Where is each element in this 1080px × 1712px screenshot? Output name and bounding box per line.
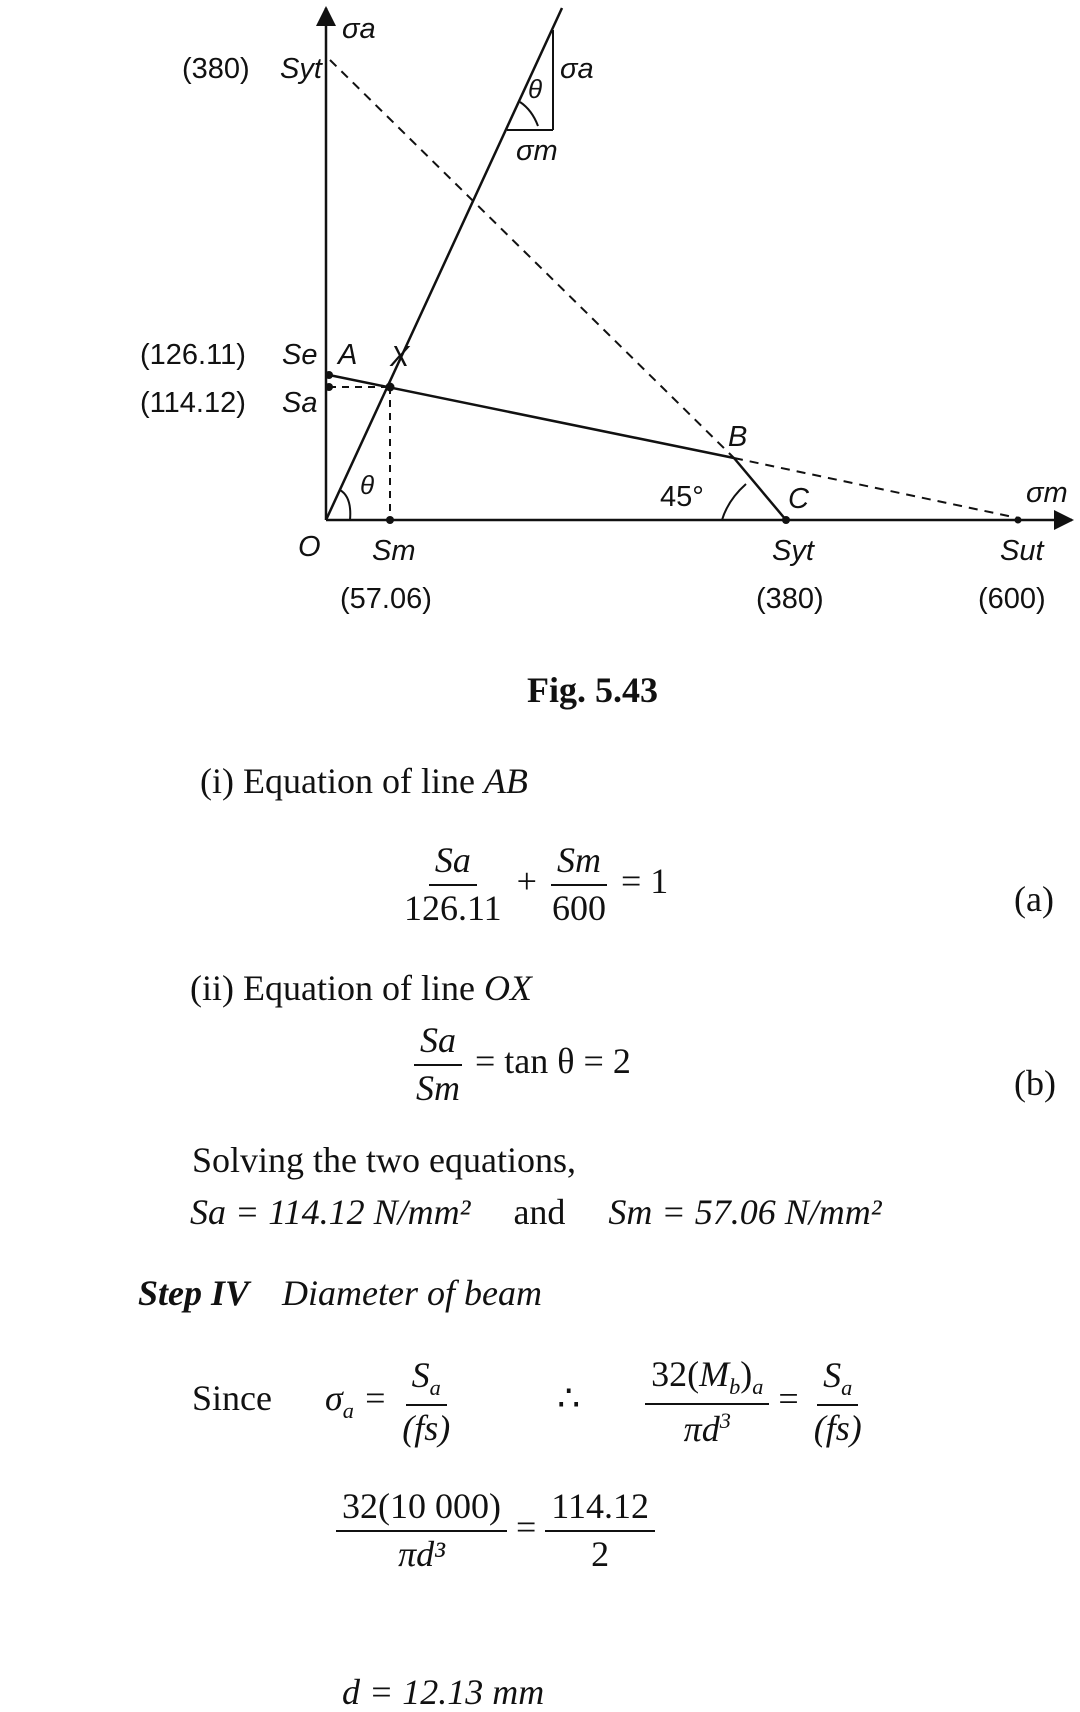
x-label-sut-value: (600) [978,583,1046,615]
eq-a-tag: (a) [1014,879,1054,919]
since-den-3: (fs) [813,1407,862,1448]
yield-line [330,60,734,458]
theta-bottom-label: θ [360,470,375,500]
theta-arc-top [520,102,538,126]
step-heading [138,1275,542,1311]
point-sut-dot [1015,517,1022,524]
figure-caption: Fig. 5.43 [527,670,658,710]
point-c-label: C [788,483,809,515]
axis-y-label: σa [342,13,376,45]
eq3-num-right: 114.12 [545,1488,655,1532]
since-num-3: $S_a$ [817,1357,858,1406]
x-label-syt-value: (380) [756,583,824,615]
y-label-syt-value: (380) [182,53,250,85]
y-label-sa-value: (114.12) [140,387,246,419]
angle-45-arc [722,484,746,520]
item-1-label: (i) Equation of line [200,761,475,801]
fatigue-diagram [0,0,1080,640]
eq-a-plus: + [516,861,537,902]
solving-text: Solving the two equations, [192,1140,576,1180]
point-a-label: A [338,339,358,371]
y-label-se: Se [282,339,318,371]
point-sa-dot [325,383,333,391]
point-a-dot [325,371,333,379]
eq-a-rhs: = 1 [620,861,669,902]
item-1 [200,763,528,799]
y-label-se-value: (126.11) [140,339,246,371]
eq-b-tag: (b) [1014,1063,1056,1103]
eq-a-num2: Sm [551,842,607,886]
therefore-symbol: ∴ [557,1378,581,1419]
equation-a [398,842,668,928]
step-title: Diameter of beam [282,1273,542,1313]
since-den-2: $\pi d^3$ [683,1407,731,1449]
theta-arc-bottom [340,490,350,520]
eq3-equals: = [515,1507,537,1548]
x-label-sm: Sm [372,535,416,567]
item-1-line: AB [483,761,528,801]
since-word: Since [192,1378,272,1419]
eq3-fraction-right [545,1488,655,1574]
since-den-1: (fs) [402,1407,451,1448]
item-2-line: OX [483,968,532,1008]
eq-b-den: Sm [416,1067,460,1108]
angle-45-label: 45° [660,481,704,513]
since-fraction-1 [396,1357,456,1447]
point-b-label: B [728,421,748,453]
eq-a-fraction-2 [546,842,612,928]
item-2-label: (ii) Equation of line [190,968,475,1008]
result-and: and [513,1192,566,1232]
item-2 [190,970,532,1006]
since-equation [192,1356,868,1448]
equation-b [410,1022,631,1108]
since-num-1: $S_a$ [406,1357,447,1406]
since-equals: = [778,1378,799,1419]
x-label-syt: Syt [772,535,814,567]
since-num-2: $32(M_b)_a$ [645,1356,769,1405]
theta-top-label: θ [528,74,543,104]
eq-a-fraction-1 [398,842,508,928]
result-sm: Sm = 57.06 N/mm² [608,1192,882,1232]
point-o-label: O [298,531,321,563]
point-c-dot [782,516,790,524]
axis-x-label: σm [1026,477,1068,509]
eq3-den-right: 2 [591,1533,610,1574]
since-fraction-2 [645,1356,769,1448]
eq3-num-left: 32(10 000) [336,1488,507,1532]
point-x-label: X [390,341,410,373]
results-line [190,1194,882,1230]
triangle-horizontal-label: σm [516,135,558,167]
sigma-a-symbol: $\sigma_a$ = [324,1378,388,1424]
eq-b-rhs: = tan θ = 2 [475,1041,631,1082]
load-line-ox [326,8,562,520]
point-x-dot [386,383,395,392]
x-label-sut: Sut [1000,535,1044,567]
numeric-equation [336,1488,655,1574]
result-sa: Sa = 114.12 N/mm² [190,1192,471,1232]
eq3-den-left: πd³ [398,1533,445,1574]
eq-b-fraction [410,1022,466,1108]
eq-a-den1: 126.11 [404,887,502,928]
eq-b-num: Sa [414,1022,462,1066]
y-label-syt: Syt [280,53,322,85]
step-label: Step IV [138,1273,250,1313]
eq3-fraction-left [336,1488,507,1574]
y-label-sa: Sa [282,387,318,419]
final-diameter: d = 12.13 mm [342,1672,545,1712]
since-fraction-3 [808,1357,868,1447]
point-sm-dot [386,516,394,524]
x-label-sm-value: (57.06) [340,583,432,615]
triangle-vertical-label: σa [560,53,594,85]
eq-a-num1: Sa [429,842,477,886]
eq-a-den2: 600 [551,887,606,928]
